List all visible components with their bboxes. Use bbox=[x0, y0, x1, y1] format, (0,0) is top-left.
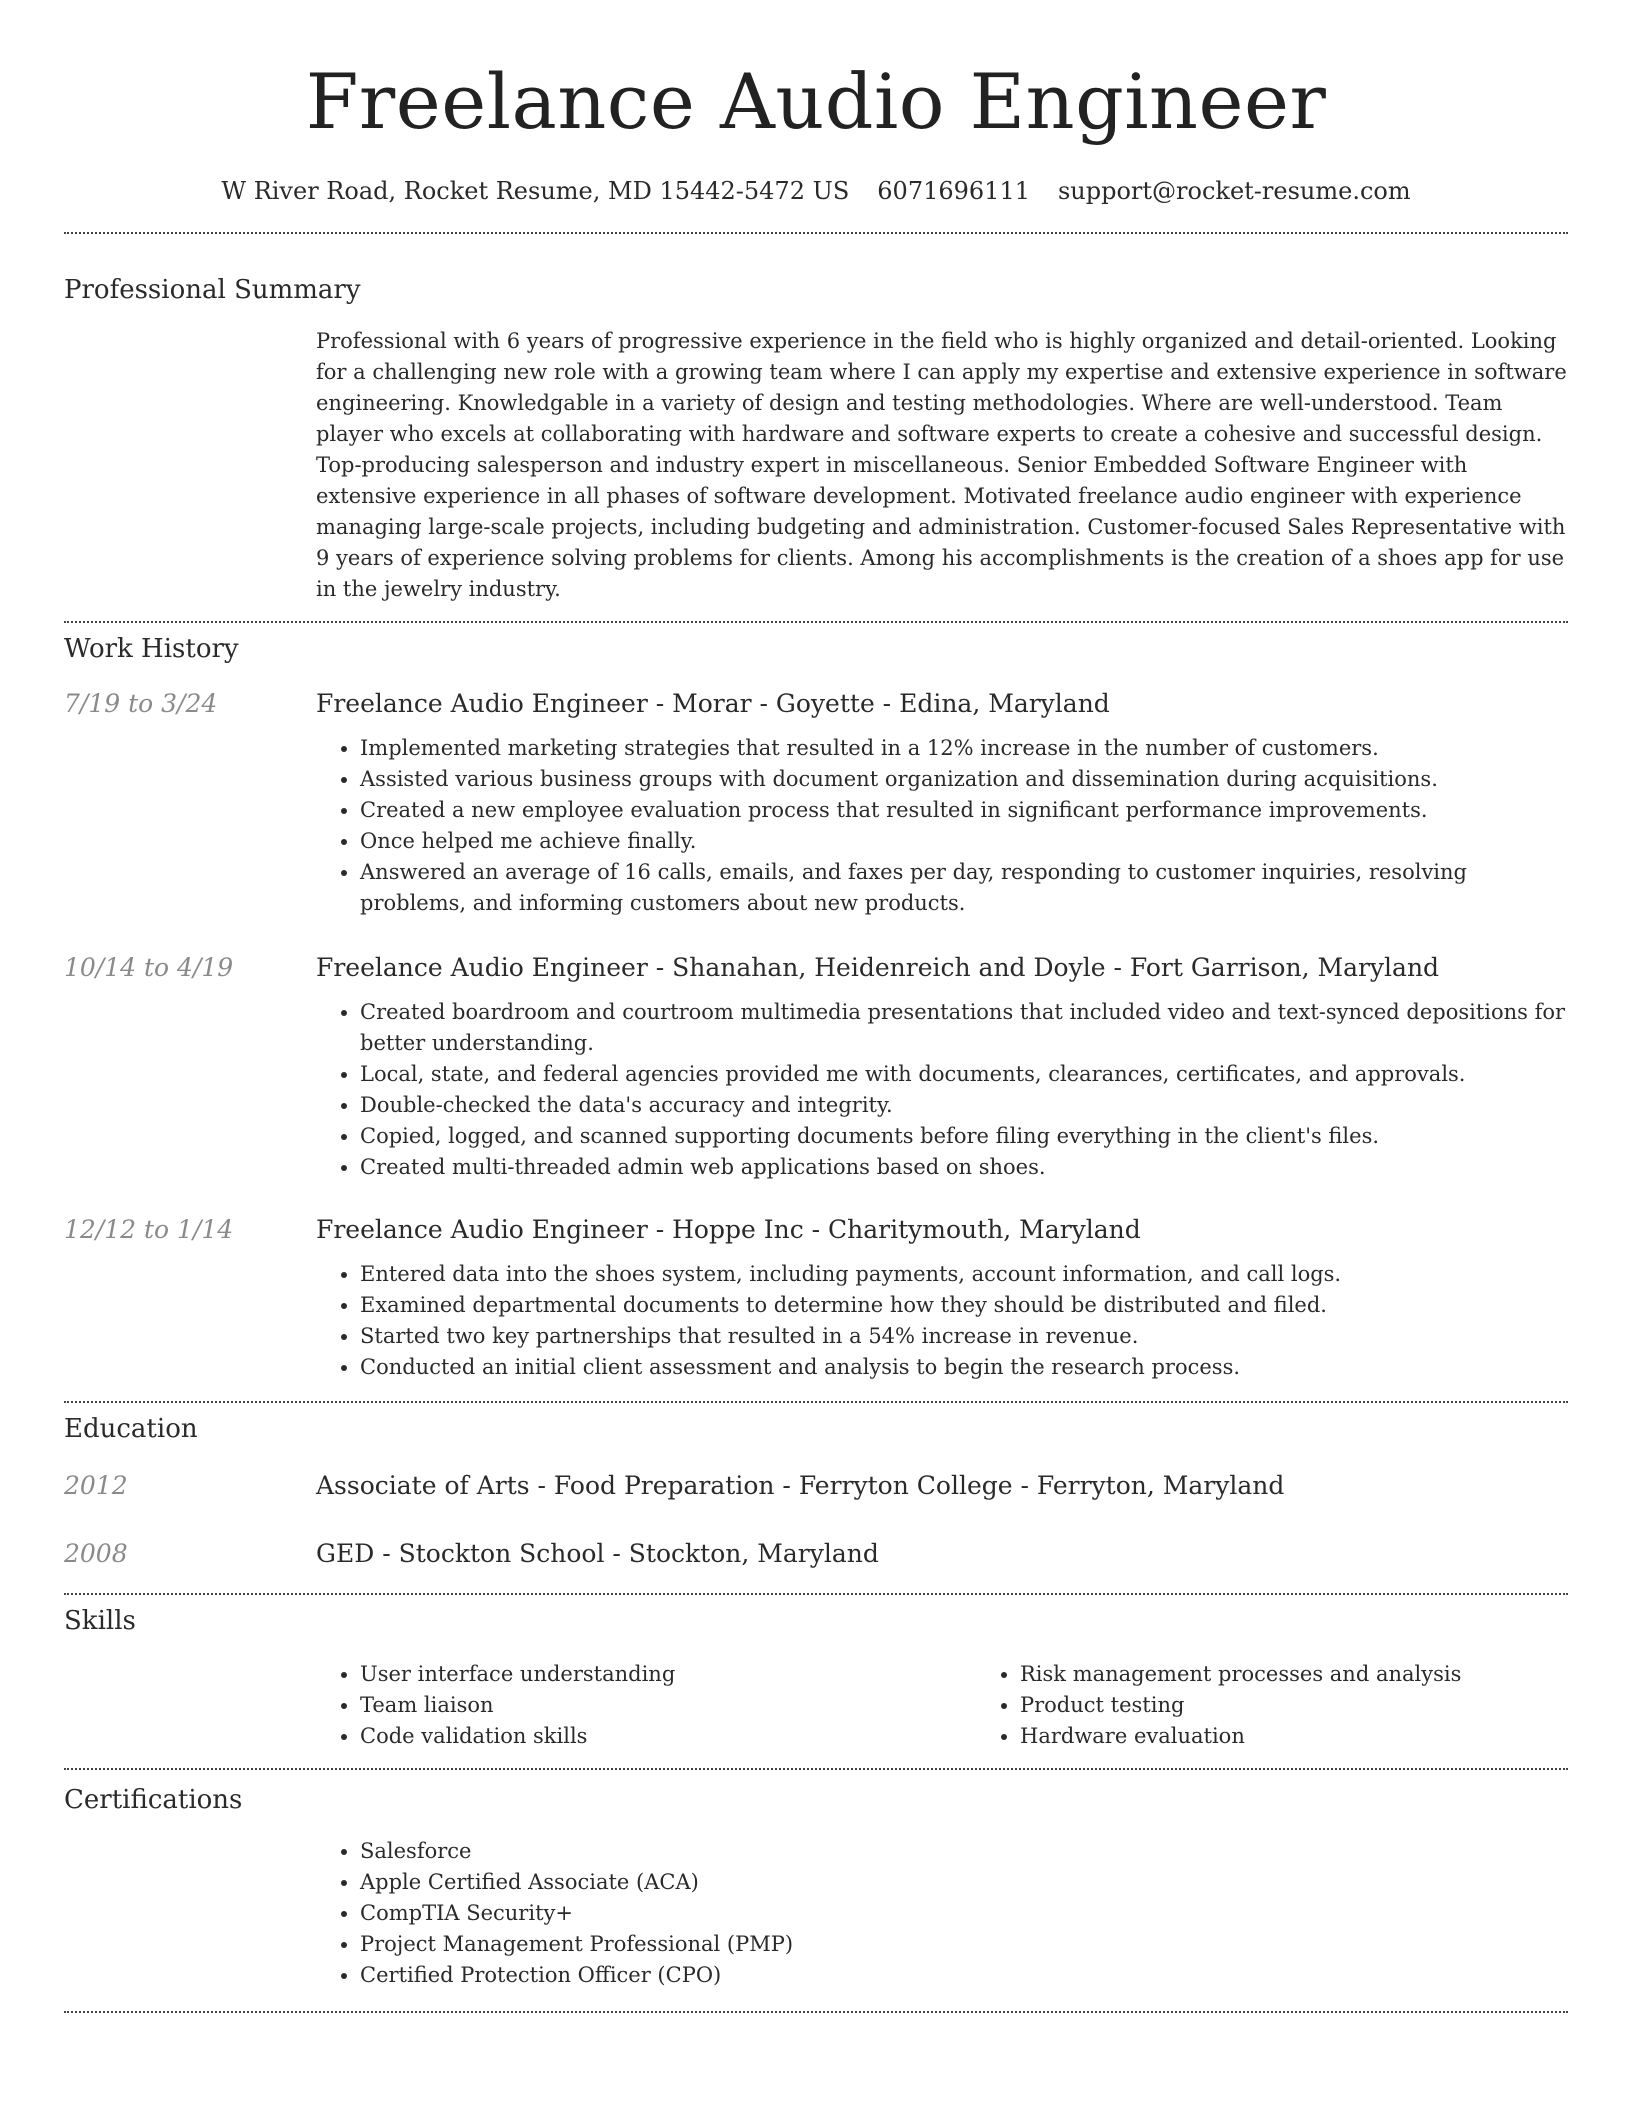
job-bullet: • Assisted various business groups with document organization and dissemination during acquisitions. bbox=[360, 764, 1568, 795]
divider bbox=[64, 621, 1568, 623]
certifications-section bbox=[64, 1782, 1568, 1991]
certifications-title: Certifications bbox=[64, 1785, 243, 1815]
work-history-section bbox=[64, 631, 1568, 1383]
skills-title: Skills bbox=[64, 1606, 136, 1636]
job-entry bbox=[64, 951, 1568, 1183]
skill-item: • Hardware evaluation bbox=[1020, 1721, 1632, 1752]
education-year: 2012 bbox=[64, 1471, 128, 1500]
job-bullet: • Created boardroom and courtroom multimedia presentations that included video and text-synced depositions for better understanding. bbox=[360, 997, 1568, 1059]
certifications-row bbox=[64, 1836, 1568, 1991]
skill-item: • Product testing bbox=[1020, 1690, 1632, 1721]
certifications-content bbox=[316, 1836, 1568, 1991]
job-bullet: • Once helped me achieve finally. bbox=[360, 826, 1568, 857]
job-bullet: • Implemented marketing strategies that resulted in a 12% increase in the number of customers. bbox=[360, 733, 1568, 764]
certification-item: • Salesforce bbox=[360, 1836, 1568, 1867]
job-heading: Freelance Audio Engineer - Morar - Goyette - Edina, Maryland bbox=[316, 689, 1110, 718]
education-entry bbox=[64, 1469, 1568, 1503]
work-history-title: Work History bbox=[64, 634, 239, 664]
certification-item: • CompTIA Security+ bbox=[360, 1898, 1568, 1929]
skill-item: • User interface understanding bbox=[360, 1659, 976, 1690]
job-details bbox=[316, 687, 1568, 919]
job-bullets bbox=[316, 997, 1568, 1183]
job-bullets bbox=[316, 733, 1568, 919]
skills-row bbox=[64, 1659, 1568, 1752]
job-bullet: • Entered data into the shoes system, including payments, account information, and call logs. bbox=[360, 1259, 1568, 1290]
divider bbox=[64, 1593, 1568, 1595]
job-bullet: • Created multi-threaded admin web applications based on shoes. bbox=[360, 1152, 1568, 1183]
contact-phone: 6071696111 bbox=[877, 177, 1030, 205]
skills-list-left bbox=[316, 1659, 976, 1752]
skills-list-right bbox=[976, 1659, 1632, 1752]
contact-address: W River Road, Rocket Resume, MD 15442-5472 US bbox=[221, 177, 850, 205]
job-bullets bbox=[316, 1259, 1568, 1383]
job-details bbox=[316, 951, 1568, 1183]
summary-section bbox=[64, 272, 1568, 605]
summary-content bbox=[316, 326, 1568, 605]
job-bullet: • Double-checked the data's accuracy and integrity. bbox=[360, 1090, 1568, 1121]
skills-columns bbox=[316, 1659, 1568, 1752]
divider bbox=[64, 2011, 1568, 2013]
education-section bbox=[64, 1411, 1568, 1571]
candidate-name: Freelance Audio Engineer bbox=[305, 57, 1327, 146]
job-dates: 7/19 to 3/24 bbox=[64, 689, 218, 718]
job-bullet: • Answered an average of 16 calls, emails, and faxes per day, responding to customer inquiries, resolving problems, and informing customers about new products. bbox=[360, 857, 1568, 919]
job-heading: Freelance Audio Engineer - Hoppe Inc - Charitymouth, Maryland bbox=[316, 1215, 1141, 1244]
resume-page bbox=[64, 0, 1568, 2013]
skills-section bbox=[64, 1603, 1568, 1752]
contact-email: support@rocket-resume.com bbox=[1057, 177, 1411, 205]
job-heading: Freelance Audio Engineer - Shanahan, Heidenreich and Doyle - Fort Garrison, Maryland bbox=[316, 953, 1440, 982]
education-entry bbox=[64, 1537, 1568, 1571]
divider bbox=[64, 232, 1568, 234]
divider bbox=[64, 1401, 1568, 1403]
job-bullet: • Examined departmental documents to determine how they should be distributed and filed. bbox=[360, 1290, 1568, 1321]
education-title: Education bbox=[64, 1414, 198, 1444]
skill-item: • Team liaison bbox=[360, 1690, 976, 1721]
job-entry bbox=[64, 687, 1568, 919]
summary-title: Professional Summary bbox=[64, 275, 361, 305]
skill-item: • Code validation skills bbox=[360, 1721, 976, 1752]
summary-row bbox=[64, 326, 1568, 605]
job-entry bbox=[64, 1213, 1568, 1383]
job-bullet: • Conducted an initial client assessment and analysis to begin the research process. bbox=[360, 1352, 1568, 1383]
summary-text: Professional with 6 years of progressive experience in the field who is highly organized and detail-oriented. Looking for a challenging new role with a growing team where I can apply my expertise and extensive experience in software engineering. Knowledgable in a variety of design and testing methodologies. Where are well-understood. Team player who excels at collaborating with hardware and software experts to create a cohesive and successful design. Top-producing salesperson and industry expert in miscellaneous. Senior Embedded Software Engineer with extensive experience in all phases of software development. Motivated freelance audio engineer with experience managing large-scale projects, including budgeting and administration. Customer-focused Sales Representative with 9 years of experience solving problems for clients. Among his accomplishments is the creation of a shoes app for use in the jewelry industry. bbox=[316, 329, 1567, 601]
job-dates: 10/14 to 4/19 bbox=[64, 953, 234, 982]
certification-item: • Certified Protection Officer (CPO) bbox=[360, 1960, 1568, 1991]
education-year: 2008 bbox=[64, 1539, 128, 1568]
certification-item: • Project Management Professional (PMP) bbox=[360, 1929, 1568, 1960]
contact-line bbox=[64, 174, 1568, 208]
job-bullet: • Local, state, and federal agencies provided me with documents, clearances, certificates, and approvals. bbox=[360, 1059, 1568, 1090]
certification-item: • Apple Certified Associate (ACA) bbox=[360, 1867, 1568, 1898]
certifications-list bbox=[316, 1836, 1568, 1991]
education-details: GED - Stockton School - Stockton, Maryland bbox=[316, 1539, 879, 1568]
job-dates: 12/12 to 1/14 bbox=[64, 1215, 234, 1244]
divider bbox=[64, 1768, 1568, 1770]
job-details bbox=[316, 1213, 1568, 1383]
skill-item: • Risk management processes and analysis bbox=[1020, 1659, 1632, 1690]
job-bullet: • Copied, logged, and scanned supporting documents before filing everything in the client's files. bbox=[360, 1121, 1568, 1152]
education-details: Associate of Arts - Food Preparation - Ferryton College - Ferryton, Maryland bbox=[316, 1471, 1285, 1500]
job-bullet: • Started two key partnerships that resulted in a 54% increase in revenue. bbox=[360, 1321, 1568, 1352]
job-bullet: • Created a new employee evaluation process that resulted in significant performance improvements. bbox=[360, 795, 1568, 826]
